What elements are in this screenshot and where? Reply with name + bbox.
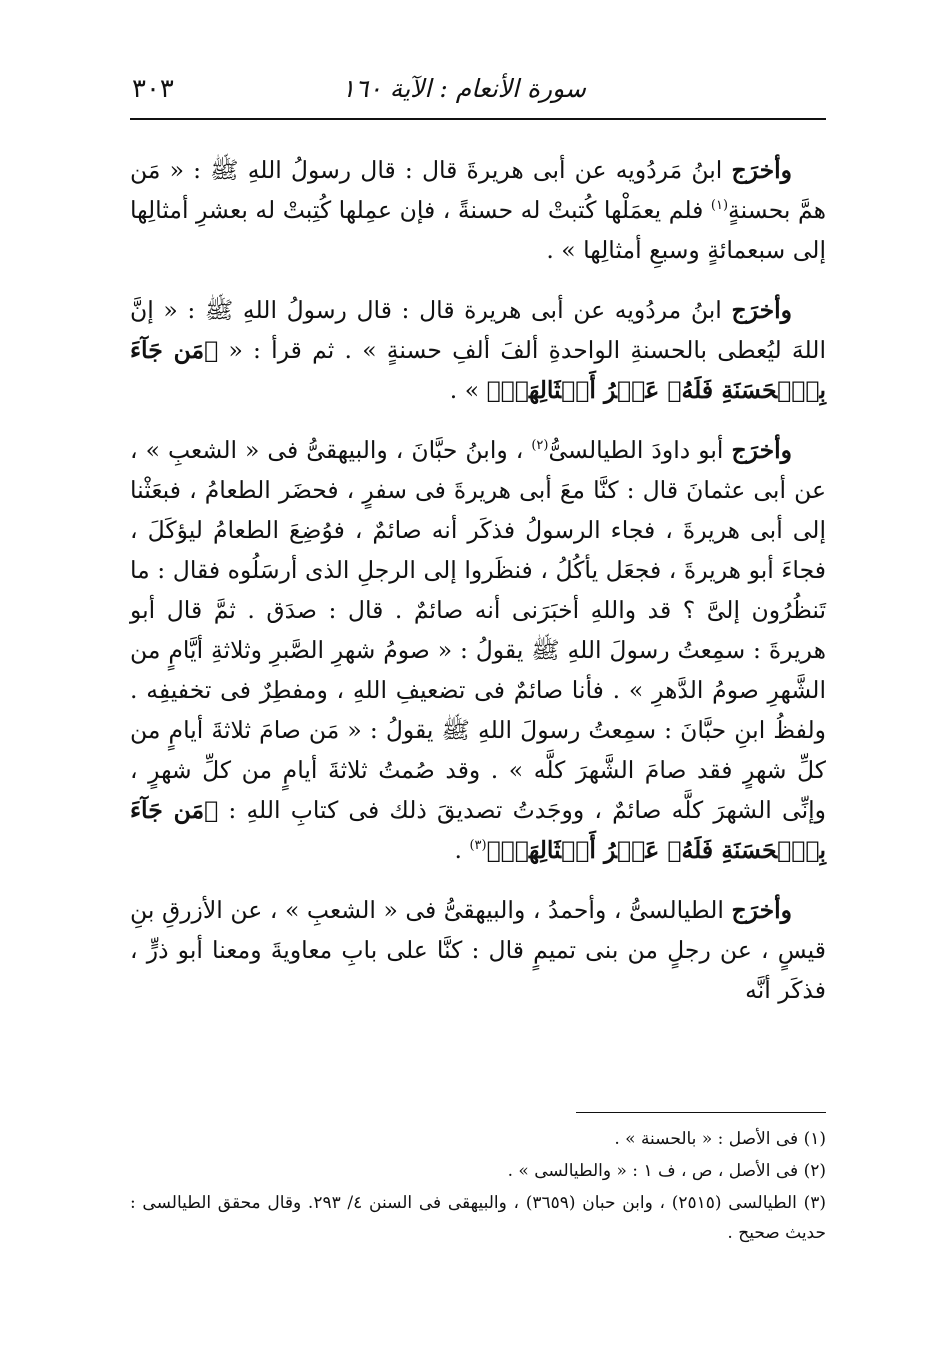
main-text	[130, 150, 826, 1030]
paragraph-2	[130, 290, 826, 410]
footnote-rule	[576, 1112, 826, 1113]
footnote-2: (٢) فى الأصل ، ص ، ف ١ : « والطيالسى » .	[507, 1161, 826, 1181]
paragraph-3	[130, 430, 826, 870]
paragraph-lead: وأخرَج	[731, 156, 792, 184]
paragraph-lead: وأخرَج	[731, 896, 792, 924]
paragraph-text-continued: ، وابنُ حبَّانَ ، والبيهقىُّ فى « الشعبِ » ، عن أبى عثمانَ قال : كنَّا معَ أبى هريرةَ فى سفرٍ ، فحضَر الطعامُ ، فبعَثْنا إلى أبى هريرةَ ، فجاء الرسولُ فذكَر أنه صائمٌ ، فوُضِعَ الطعامُ ليؤكَلَ ، فجاءَ أبو هريرةَ ، فجعَل يأكُلُ ، فنظَروا إلى الرجلِ الذى أرسَلُوه فقال : ما تَنظُرُون إلىَّ ؟ قد واللهِ أخبَرَنى أنه صائمٌ . قال : صدَق . ثمَّ قال أبو هريرةَ : سمِعتُ رسولَ اللهِ ﷺ يقولُ : « صومُ شهرِ الصَّبرِ وثلاثةِ أيَّامٍ من الشَّهرِ صومُ الدَّهرِ » . فأنا صائمٌ فى تضعيفِ اللهِ ، ومفطِرٌ فى تخفيفِه . ولفظُ ابنِ حبَّانَ : سمِعتُ رسولَ اللهِ ﷺ يقولُ : « مَن صامَ ثلاثةَ أيامٍ من كلِّ شهرٍ فقد صامَ الشَّهرَ كلَّه » . وقد صُمتُ ثلاثةَ أيامٍ من كلِّ شهرٍ ، وإنِّى الشهرَ كلَّه صائمٌ ، ووجَدتُ تصديقَ ذلك فى كتابِ اللهِ :	[130, 436, 826, 824]
quran-verse: ﴿مَن جَآءَ بِٱلۡحَسَنَةِ فَلَهُۥ عَشۡرُ أَمۡثَالِهَاۖ﴾	[130, 796, 826, 864]
paragraph-text: ابنُ مردُويه عن أبى هريرة قال : قال رسولُ اللهِ ﷺ : « إنَّ اللهَ ليُعطى بالحسنةِ الواحدةِ ألفَ ألفِ حسنةٍ » . ثم قرأ : «	[130, 296, 826, 364]
paragraph-text-continued: » .	[449, 376, 480, 404]
paragraph-lead: وأخرَج	[731, 296, 792, 324]
paragraph-4	[130, 890, 826, 1010]
running-head	[130, 72, 826, 116]
paragraph-text: الطيالسىُّ ، وأحمدُ ، والبيهقىُّ فى « الشعبِ » ، عن الأزرقِ بنِ قيسٍ ، عن رجلٍ من بنى تميمٍ قال : كنَّا على بابِ معاويةَ ومعنا أبو ذرٍّ ، فذكَر أنَّه	[130, 896, 826, 1004]
footnotes	[130, 1124, 826, 1250]
paragraph-end: .	[454, 836, 462, 864]
footnote-ref-1: (١)	[710, 198, 729, 214]
paragraph-1	[130, 150, 826, 270]
header-rule	[130, 118, 826, 120]
page-number: ٣٠٣	[132, 74, 174, 104]
paragraph-text: ابنُ مَردُويه عن أبى هريرةَ قال : قال رسولُ اللهِ ﷺ : « مَن همَّ بحسنةٍ	[130, 156, 826, 224]
paragraph-text-continued: فلم يعمَلْها كُتبتْ له حسنةً ، فإن عمِلها كُتِبتْ له بعشرِ أمثالِها إلى سبعمائةٍ وسبعِ أمثالِها » .	[130, 196, 826, 264]
paragraph-text: أبو داودَ الطيالسىُّ	[548, 436, 724, 464]
footnote-ref-2: (٢)	[531, 438, 549, 454]
footnote-3: (٣) الطيالسى (٢٥١٥) ، وابن حبان (٣٦٥٩) ، والبيهقى فى السنن ٤/ ٢٩٣. وقال محقق الطيالسى : حديث صحيح .	[130, 1193, 826, 1243]
quran-verse: ﴿مَن جَآءَ بِٱلۡحَسَنَةِ فَلَهُۥ عَشۡرُ أَمۡثَالِهَاۖ﴾	[130, 336, 826, 404]
paragraph-lead: وأخرَج	[731, 436, 792, 464]
footnote-ref-3: (٣)	[469, 838, 487, 854]
footnote-1: (١) فى الأصل : « بالحسنة » .	[614, 1129, 826, 1149]
chapter-title: سورة الأنعام : الآية ١٦٠	[341, 74, 586, 103]
